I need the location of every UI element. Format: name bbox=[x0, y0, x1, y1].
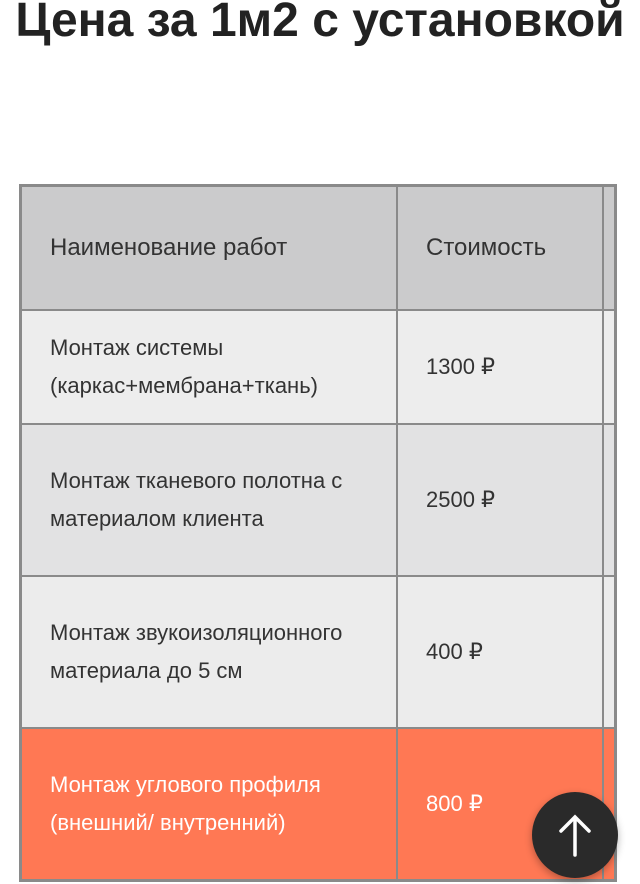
work-price: 2500 ₽ bbox=[397, 424, 603, 576]
table-row-highlighted bbox=[21, 728, 616, 881]
header-name: Наименование работ bbox=[21, 186, 398, 311]
table-row bbox=[21, 576, 616, 728]
header-extra bbox=[603, 186, 616, 311]
extra-cell bbox=[603, 576, 616, 728]
scroll-to-top-button[interactable] bbox=[532, 792, 618, 878]
extra-cell bbox=[603, 424, 616, 576]
work-name: Монтаж системы (каркас+мембрана+ткань) bbox=[21, 310, 398, 424]
header-price: Стоимость bbox=[397, 186, 603, 311]
table-header-row bbox=[21, 186, 616, 311]
work-price: 800 ₽ bbox=[397, 728, 603, 881]
work-name: Монтаж углового профиля (внешний/ внутренний) bbox=[21, 728, 398, 881]
work-price: 1300 ₽ bbox=[397, 310, 603, 424]
price-table bbox=[19, 184, 617, 882]
page-title: Цена за 1м2 с установкой bbox=[15, 0, 625, 47]
work-name: Монтаж тканевого полотна с материалом клиента bbox=[21, 424, 398, 576]
extra-cell bbox=[603, 310, 616, 424]
work-price: 400 ₽ bbox=[397, 576, 603, 728]
table-row bbox=[21, 310, 616, 424]
arrow-up-icon bbox=[555, 813, 595, 857]
table-row bbox=[21, 424, 616, 576]
work-name: Монтаж звукоизоляционного материала до 5 см bbox=[21, 576, 398, 728]
